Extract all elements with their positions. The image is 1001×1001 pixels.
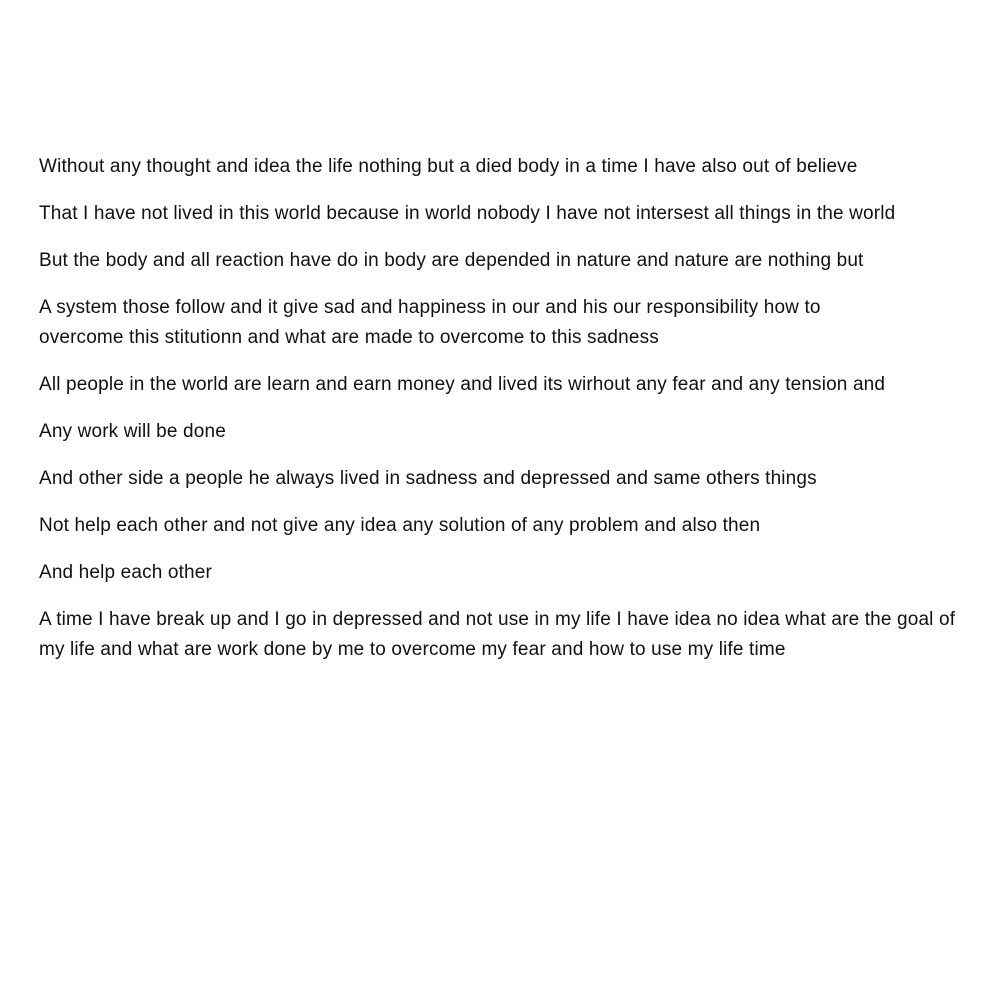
- paragraph: And help each other: [39, 562, 212, 583]
- paragraph: Without any thought and idea the life nothing but a died body in a time I have also out of believe: [39, 156, 858, 177]
- paragraph: That I have not lived in this world because in world nobody I have not intersest all things in the world: [39, 203, 896, 224]
- paragraph: A time I have break up and I go in depressed and not use in my life I have idea no idea what are the goal of my life and what are work done by me to overcome my fear and how to use my life time: [39, 609, 956, 660]
- paragraph: And other side a people he always lived in sadness and depressed and same others things: [39, 468, 817, 489]
- document-body: [39, 152, 989, 682]
- paragraph: A system those follow and it give sad and happiness in our and his our responsibility how to overcome this stitutionn and what are made to overcome to this sadness: [39, 297, 821, 348]
- paragraph: But the body and all reaction have do in body are depended in nature and nature are nothing but: [39, 250, 864, 271]
- paragraph: Not help each other and not give any idea any solution of any problem and also then: [39, 515, 761, 536]
- paragraph: All people in the world are learn and earn money and lived its wirhout any fear and any tension and: [39, 374, 886, 395]
- paragraph: Any work will be done: [39, 421, 226, 442]
